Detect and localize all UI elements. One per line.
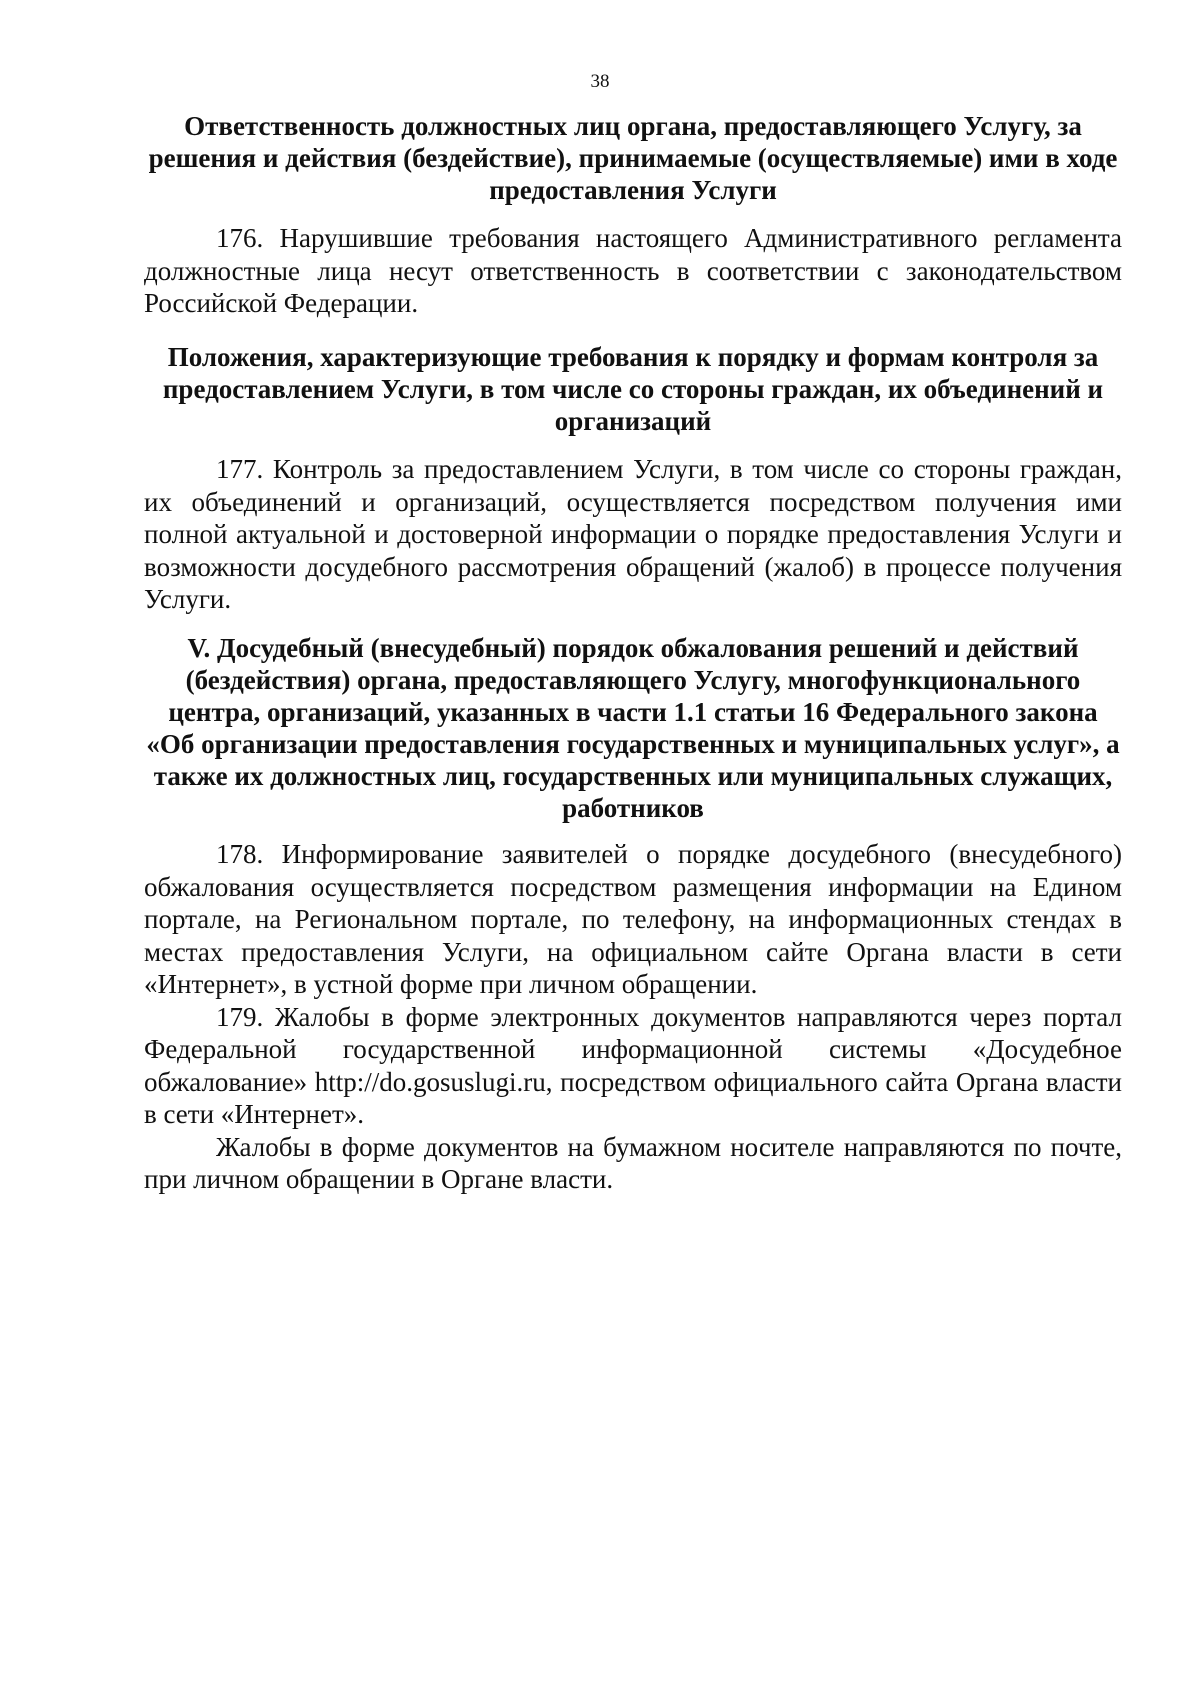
section-control-body — [144, 453, 1122, 616]
section-heading: Ответственность должностных лиц органа, предоставляющего Услугу, за решения и действия (бездействие), принимаемые (осуществляемые) ими в ходе предоставления Услуги — [148, 111, 1118, 205]
page-number: 38 — [590, 71, 610, 92]
paragraph-177: 177. Контроль за предоставлением Услуги, в том числе со стороны граждан, их объединений и организаций, осуществляется посредством получения ими полной актуальной и достоверной информации о порядке предоставления Услуги и возможности досудебного рассмотрения обращений (жалоб) в процессе получения Услуги. — [144, 454, 1122, 614]
chapter-heading: V. Досудебный (внесудебный) порядок обжалования решений и действий (бездействия) органа, предоставляющего Услугу, многофункционального центра, организаций, указанных в части 1.1 статьи 16 Федерального закона «Об организации предоставления государственных и муниципальных услуг», а также их должностных лиц, государственных или муниципальных служащих, работников — [146, 633, 1120, 823]
section-heading: Положения, характеризующие требования к порядку и формам контроля за предоставлением Услуги, в том числе со стороны граждан, их объединений и организаций — [162, 342, 1104, 436]
paragraph-176: 176. Нарушившие требования настоящего Административного регламента должностные лица несут ответственность в соответствии с законодательством Российской Федерации. — [144, 223, 1122, 318]
section-appeal-body — [144, 838, 1122, 1196]
section-control — [144, 341, 1122, 437]
section-responsibility-body — [144, 222, 1122, 320]
paragraph-179: 179. Жалобы в форме электронных документов направляются через портал Федеральной государственной информационной системы «Досудебное обжалование» http://do.gosuslugi.ru, посредством официального сайта Органа власти в сети «Интернет». — [144, 1001, 1122, 1129]
paragraph-paper-complaints: Жалобы в форме документов на бумажном носителе направляются по почте, при личном обращении в Органе власти. — [144, 1131, 1122, 1194]
paragraph-178: 178. Информирование заявителей о порядке досудебного (внесудебного) обжалования осуществляется посредством размещения информации на Едином портале, на Региональном портале, по телефону, на информационных стендах в местах предоставления Услуги, на официальном сайте Органа власти в сети «Интернет», в устной форме при личном обращении. — [144, 839, 1122, 999]
section-appeal — [144, 632, 1122, 824]
section-responsibility — [144, 110, 1122, 206]
